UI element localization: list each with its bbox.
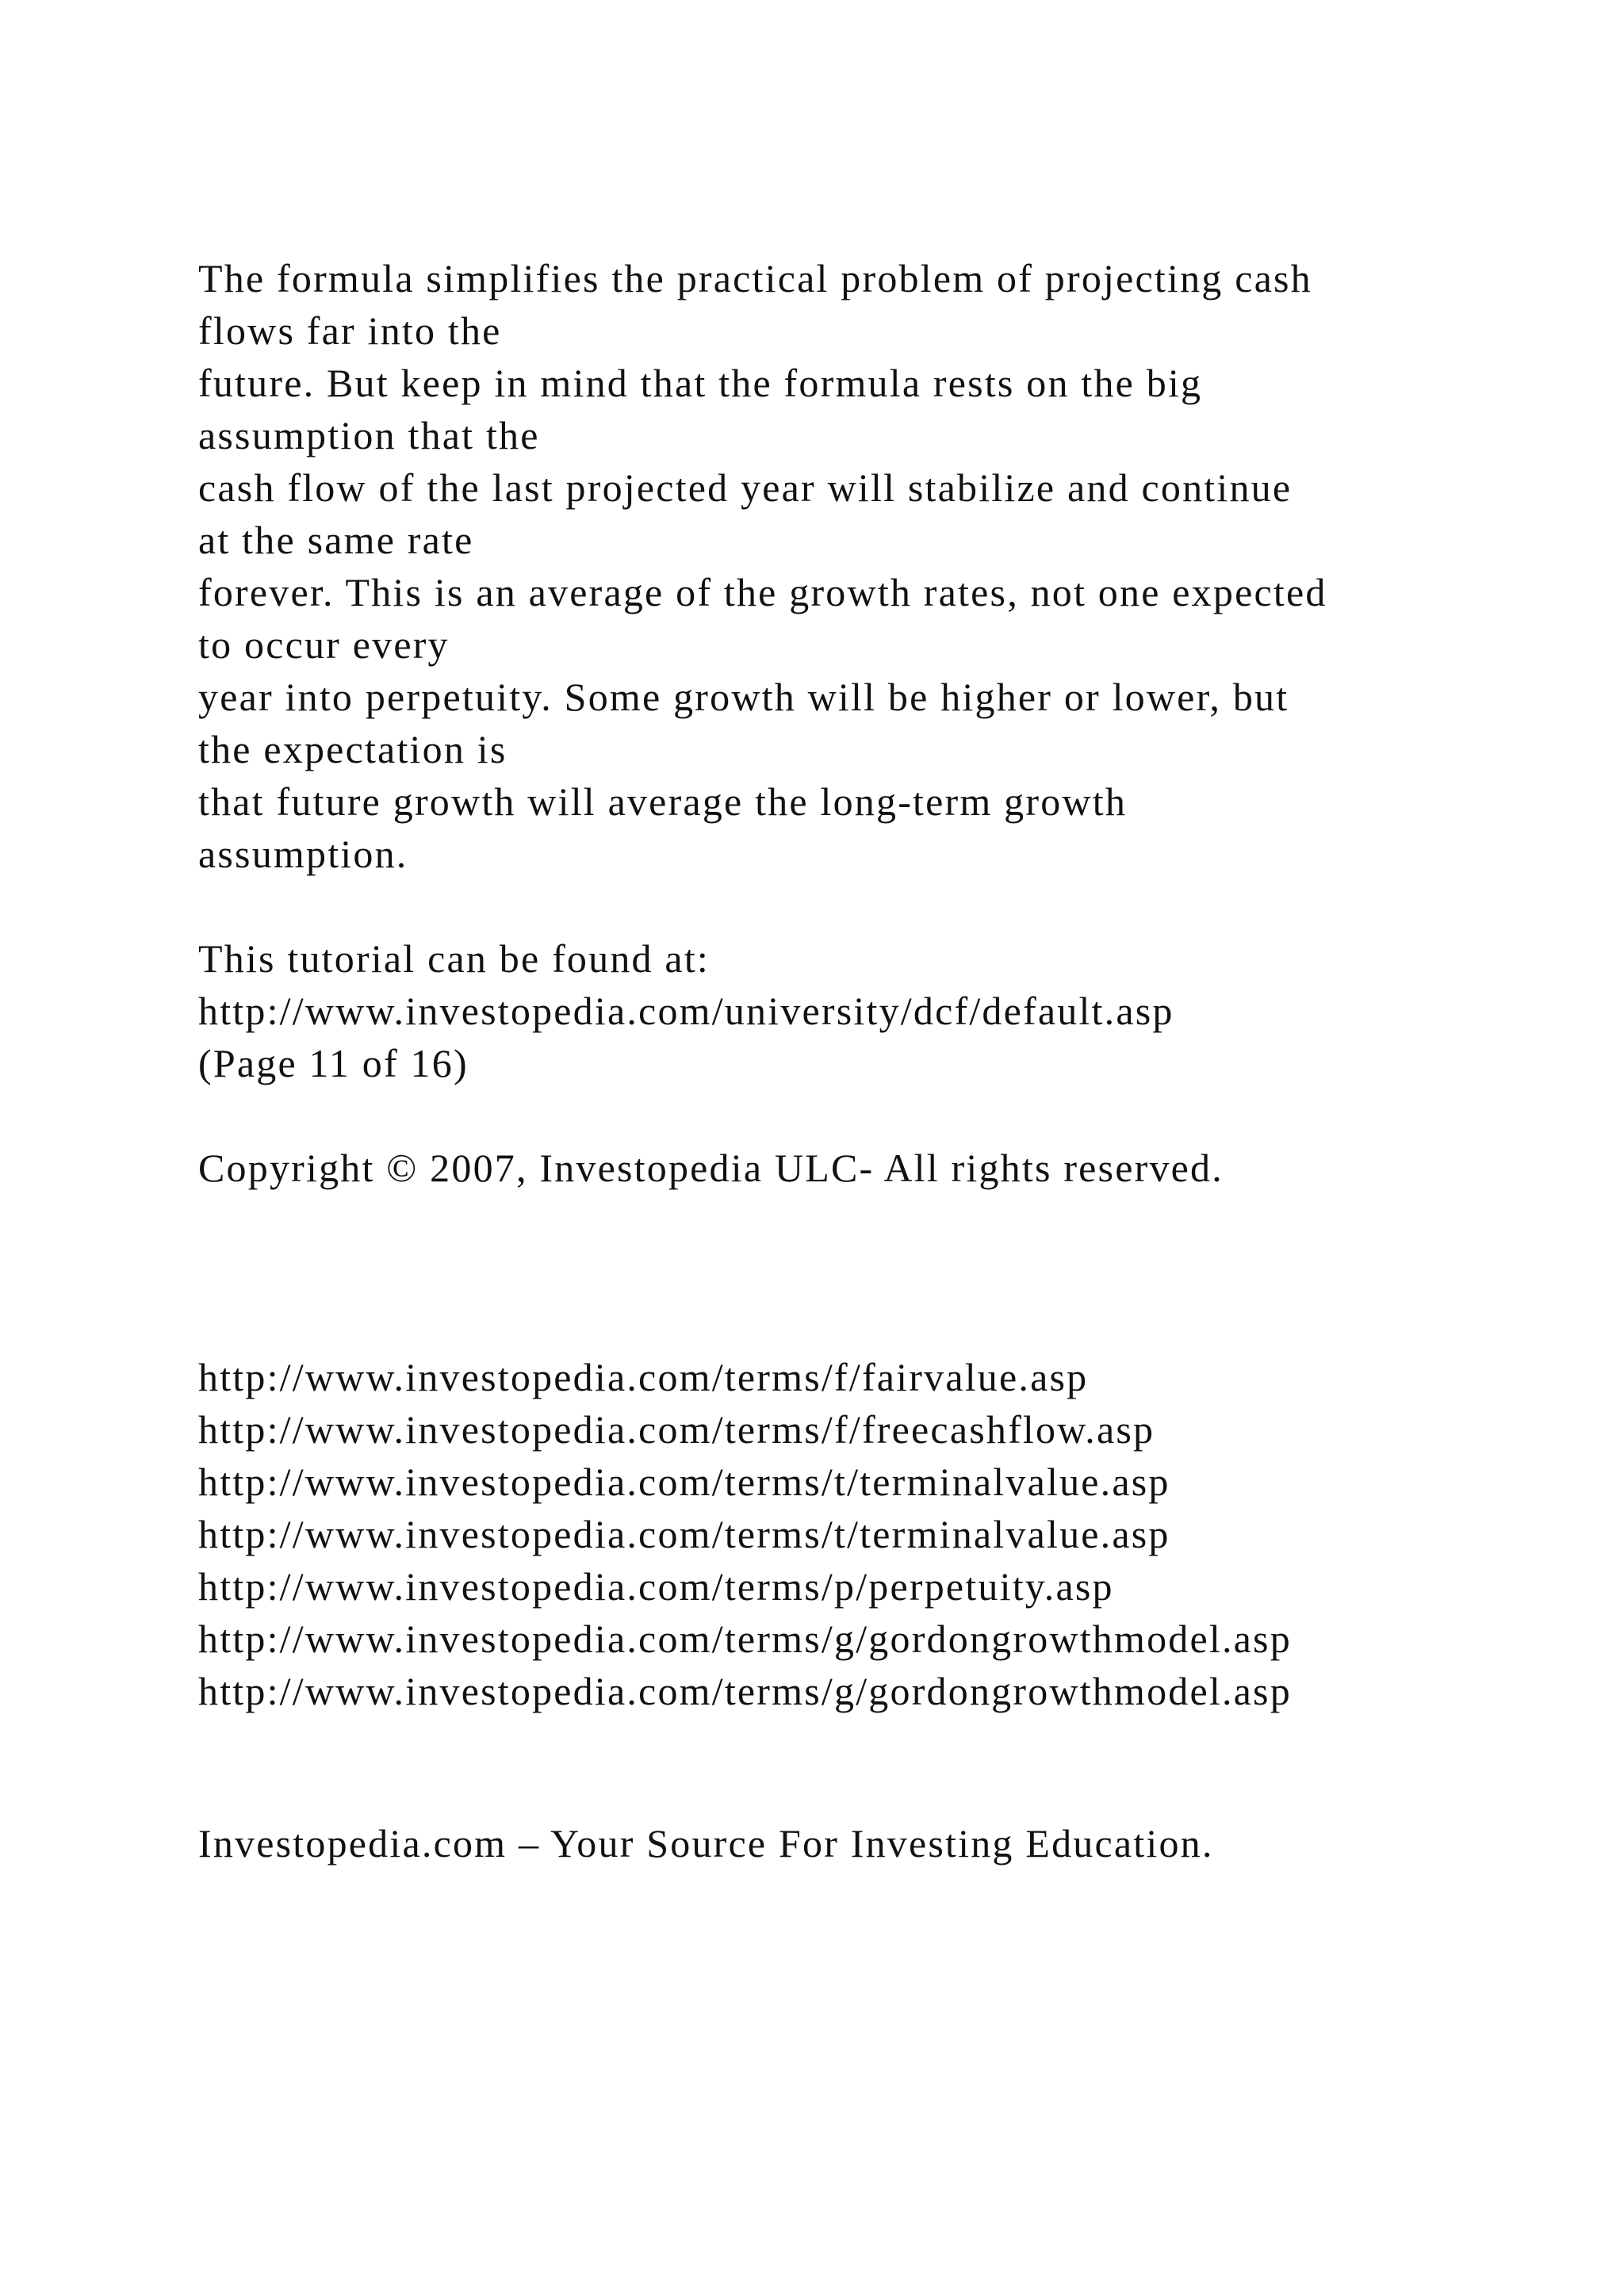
reference-link: http://www.investopedia.com/terms/g/gordongrowthmodel.asp [198, 1617, 1292, 1661]
paragraph-line: that future growth will average the long-term growth [198, 779, 1128, 824]
paragraph-line: future. But keep in mind that the formula rests on the big [198, 361, 1203, 405]
reference-link: http://www.investopedia.com/terms/f/freecashflow.asp [198, 1407, 1155, 1452]
reference-link: http://www.investopedia.com/terms/p/perpetuity.asp [198, 1564, 1114, 1609]
source-page-number: (Page 11 of 16) [198, 1041, 469, 1085]
paragraph-line: flows far into the [198, 308, 502, 353]
source-intro: This tutorial can be found at: [198, 936, 710, 981]
paragraph-line: assumption. [198, 832, 408, 876]
paragraph-line: cash flow of the last projected year will stabilize and continue [198, 465, 1293, 510]
paragraph-line: the expectation is [198, 727, 508, 771]
paragraph-line: at the same rate [198, 518, 474, 562]
source-url: http://www.investopedia.com/university/dcf/default.asp [198, 989, 1174, 1033]
reference-link: http://www.investopedia.com/terms/t/terminalvalue.asp [198, 1460, 1170, 1504]
reference-link: http://www.investopedia.com/terms/f/fairvalue.asp [198, 1355, 1089, 1399]
paragraph-line: assumption that the [198, 413, 540, 457]
reference-link: http://www.investopedia.com/terms/g/gordongrowthmodel.asp [198, 1669, 1292, 1713]
reference-link: http://www.investopedia.com/terms/t/terminalvalue.asp [198, 1512, 1170, 1556]
paragraph-line: to occur every [198, 622, 450, 667]
paragraph-line: The formula simplifies the practical problem of projecting cash [198, 256, 1312, 300]
paragraph-line: forever. This is an average of the growth rates, not one expected [198, 570, 1327, 614]
copyright-notice: Copyright © 2007, Investopedia ULC- All rights reserved. [198, 1146, 1224, 1190]
footer-tagline: Investopedia.com – Your Source For Investing Education. [198, 1821, 1214, 1866]
paragraph-line: year into perpetuity. Some growth will be higher or lower, but [198, 675, 1289, 719]
